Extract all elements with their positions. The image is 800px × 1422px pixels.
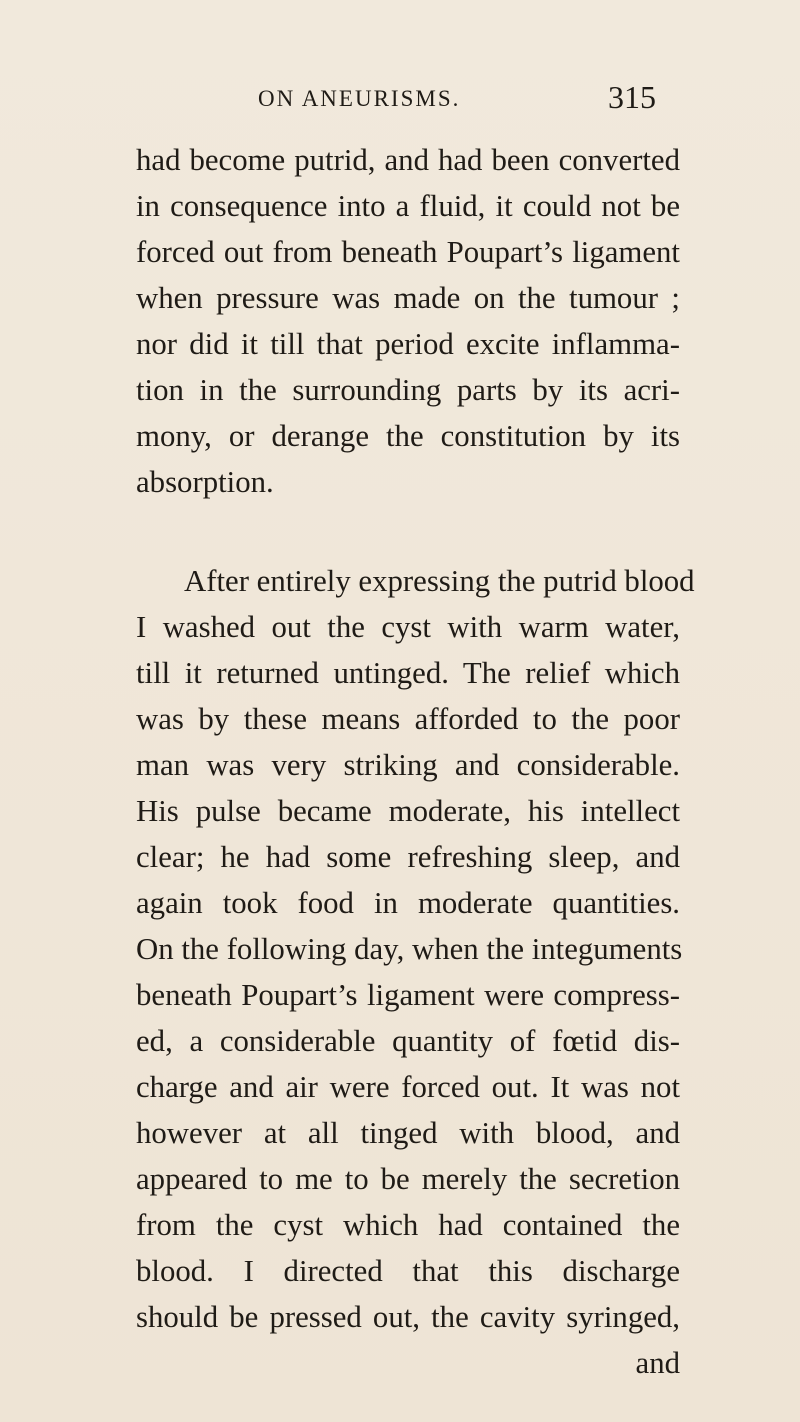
text-line: tion in the surrounding parts by its acri- bbox=[136, 373, 680, 407]
text-line: from the cyst which had contained the bbox=[136, 1208, 680, 1242]
text-line: nor did it till that period excite inflamma- bbox=[136, 327, 680, 361]
body-text bbox=[136, 137, 695, 1386]
paragraph-spacer bbox=[136, 505, 680, 558]
paragraph-2 bbox=[136, 558, 695, 1386]
text-line: appeared to me to be merely the secretion bbox=[136, 1162, 680, 1196]
text-line: however at all tinged with blood, and bbox=[136, 1116, 680, 1150]
text-line: After entirely expressing the putrid blood bbox=[184, 564, 695, 598]
text-line: blood. I directed that this discharge bbox=[136, 1254, 680, 1288]
text-line: till it returned untinged. The relief which bbox=[136, 656, 680, 690]
page-number: 315 bbox=[608, 79, 656, 115]
text-line: His pulse became moderate, his intellect bbox=[136, 794, 680, 828]
page-header bbox=[0, 76, 800, 126]
text-line: absorption. bbox=[136, 465, 274, 499]
text-line: I washed out the cyst with warm water, bbox=[136, 610, 680, 644]
text-line: charge and air were forced out. It was not bbox=[136, 1070, 680, 1104]
paragraph-1 bbox=[136, 137, 680, 505]
text-line: had become putrid, and had been converted bbox=[136, 143, 680, 177]
text-line: again took food in moderate quantities. bbox=[136, 886, 680, 920]
text-line: beneath Poupart’s ligament were compress- bbox=[136, 978, 680, 1012]
running-head: ON ANEURISMS. bbox=[258, 86, 461, 111]
text-line: clear; he had some refreshing sleep, and bbox=[136, 840, 680, 874]
text-line: mony, or derange the constitution by its bbox=[136, 419, 680, 453]
text-line: man was very striking and considerable. bbox=[136, 748, 680, 782]
text-line: should be pressed out, the cavity syringed, bbox=[136, 1300, 680, 1334]
text-line: when pressure was made on the tumour ; bbox=[136, 281, 680, 315]
text-line: forced out from beneath Poupart’s ligament bbox=[136, 235, 680, 269]
catchword: and bbox=[635, 1346, 680, 1380]
text-line: On the following day, when the integuments bbox=[136, 932, 683, 966]
text-line: in consequence into a fluid, it could not be bbox=[136, 189, 680, 223]
text-line: ed, a considerable quantity of fœtid dis- bbox=[136, 1024, 680, 1058]
text-line: was by these means afforded to the poor bbox=[136, 702, 680, 736]
